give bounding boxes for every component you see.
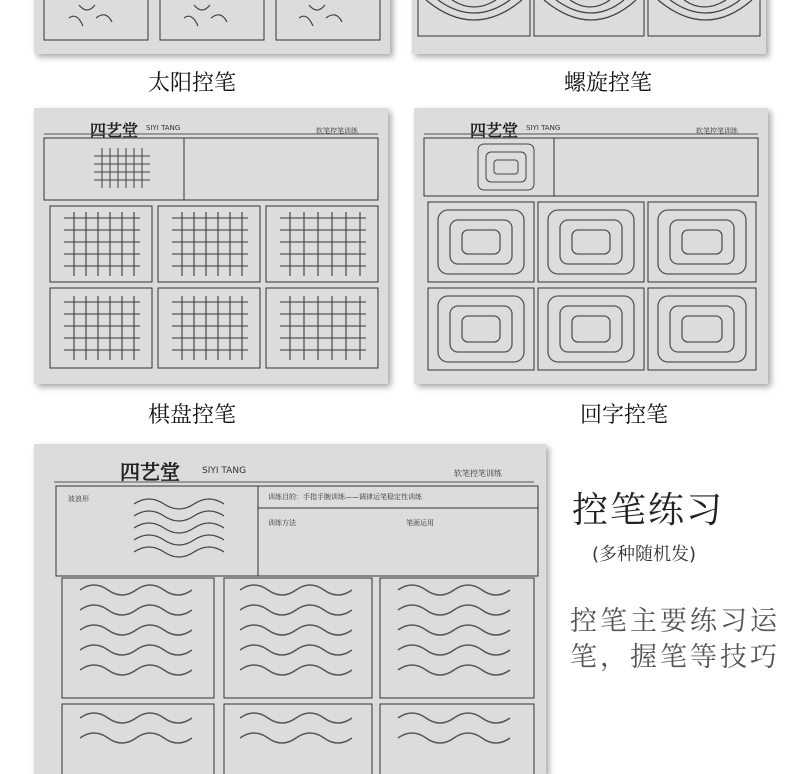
wave-sheet-subtitle: 软笔控笔训练	[454, 469, 502, 478]
sun-pattern	[34, 0, 390, 54]
square-sheet-brand: SIYI TANG	[526, 124, 561, 132]
caption-sun: 太阳控笔	[147, 71, 236, 96]
wave-sheet-tag: 波浪形	[68, 495, 89, 503]
grid-sheet	[34, 108, 388, 384]
wave-sheet-method: 训练方法	[268, 519, 296, 527]
side-subtitle: (多种随机发)	[592, 544, 697, 565]
grid-pattern	[34, 108, 388, 384]
sun-sheet	[34, 0, 390, 54]
square-pattern	[414, 108, 768, 384]
grid-sheet-title: 四艺堂	[90, 121, 139, 140]
wave-sheet-title: 四艺堂	[120, 460, 180, 484]
grid-sheet-brand: SIYI TANG	[146, 124, 181, 132]
caption-grid: 棋盘控笔	[147, 403, 236, 428]
caption-spiral: 螺旋控笔	[563, 71, 652, 96]
wave-sheet-goal: 训练目的：手指手腕训练——调律运笔稳定性训练	[268, 493, 422, 501]
wave-sheet-usage: 笔画运用	[406, 519, 434, 527]
spiral-sheet	[412, 0, 766, 54]
square-sheet	[414, 108, 768, 384]
spiral-pattern	[412, 0, 766, 54]
wave-sheet-brand: SIYI TANG	[202, 466, 247, 476]
square-sheet-title: 四艺堂	[470, 121, 519, 140]
grid-sheet-subtitle: 软笔控笔训练	[316, 127, 358, 135]
caption-square: 回字控笔	[579, 403, 668, 428]
wave-sheet	[34, 444, 546, 774]
side-description: 控笔主要练习运笔，握笔等技巧	[570, 606, 780, 673]
square-sheet-subtitle: 软笔控笔训练	[696, 127, 738, 135]
side-title: 控笔练习	[572, 490, 725, 531]
wave-pattern	[34, 444, 546, 774]
